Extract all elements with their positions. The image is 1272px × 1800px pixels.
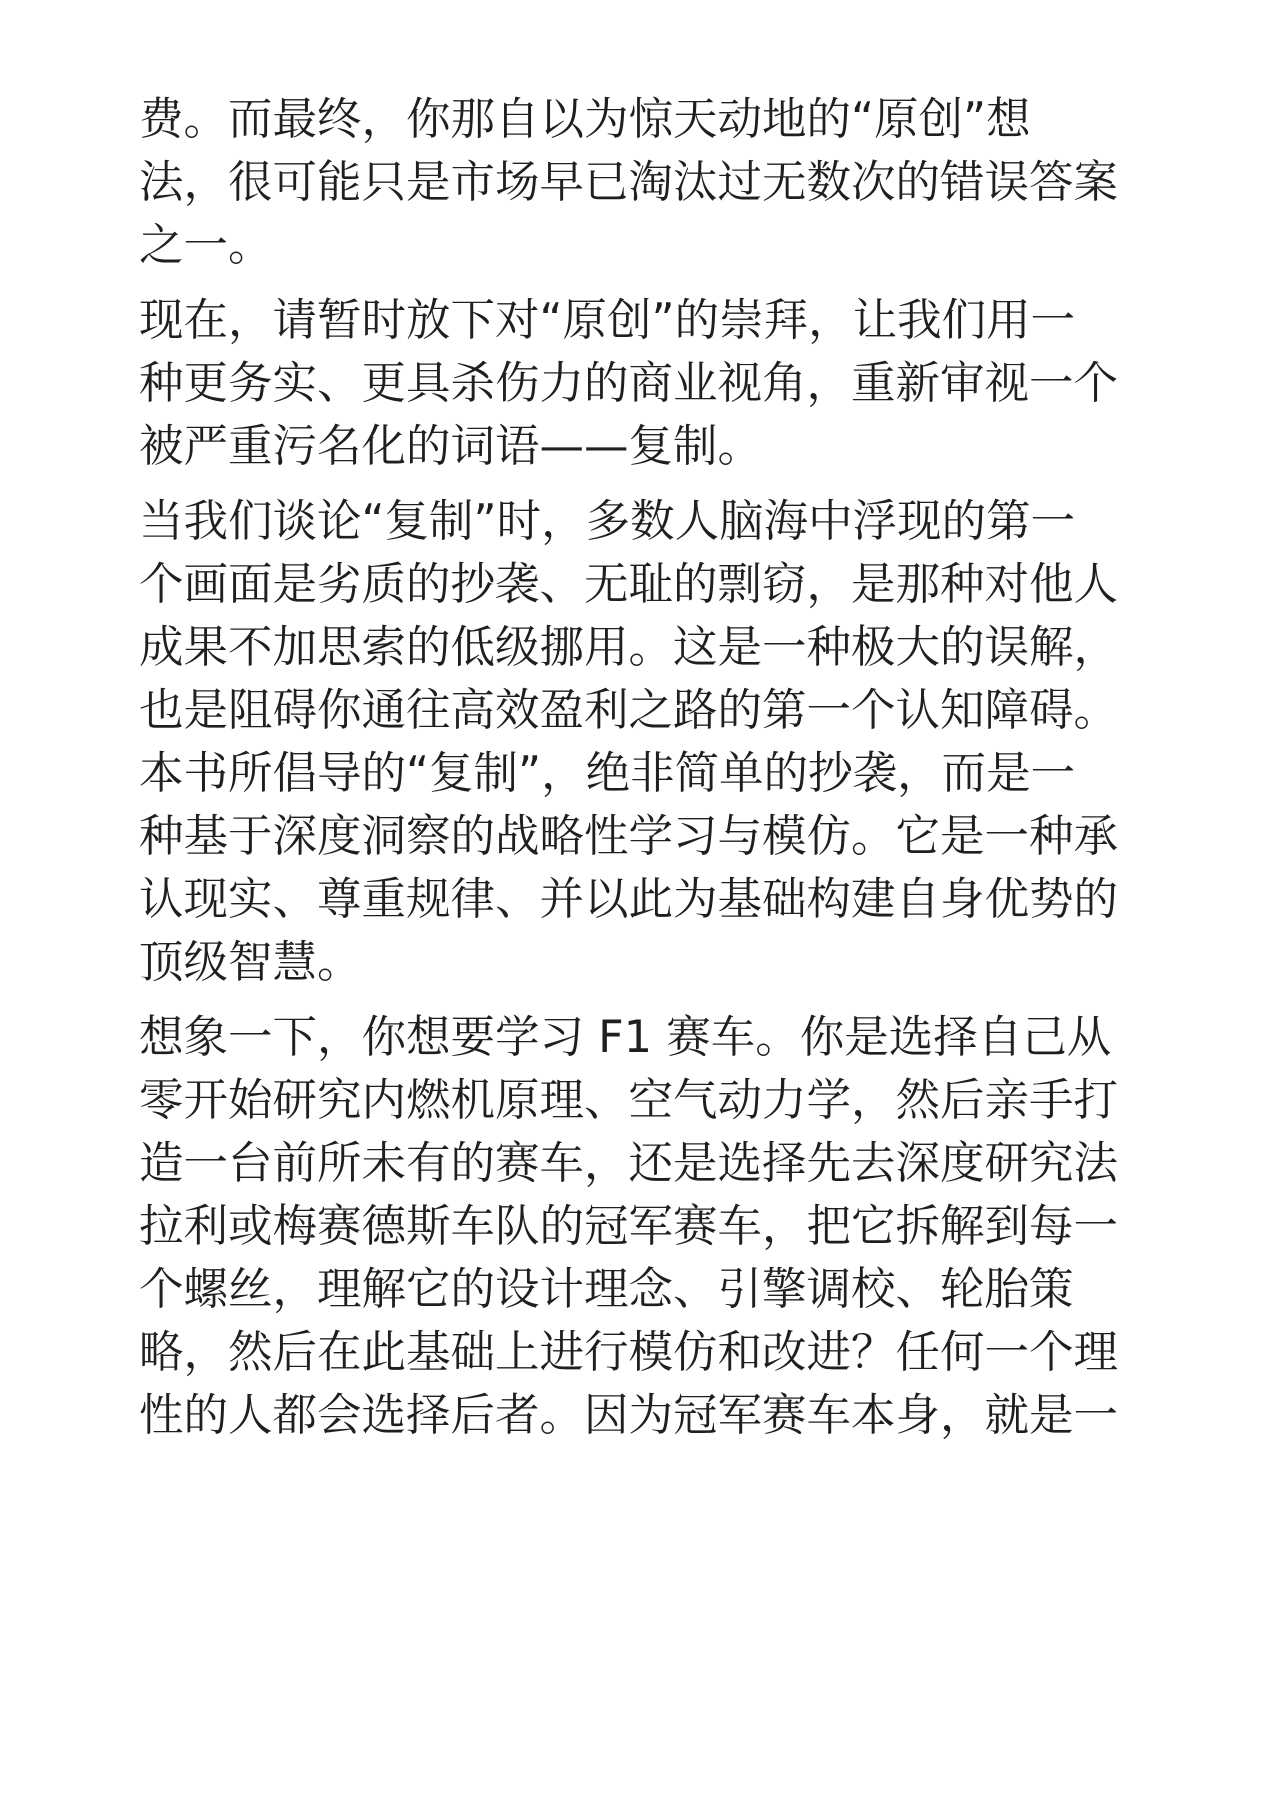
text-line: 费。而最终，你那自以为惊天动地的“原创”想 [139,94,1031,145]
text-line: 零开始研究内燃机原理、空气动力学，然后亲手打 [139,1075,1119,1126]
paragraph-3 [139,490,1139,994]
text-line: 顶级智慧。 [139,937,362,988]
text-line: 造一台前所未有的赛车，还是选择先去深度研究法 [139,1138,1119,1189]
text-line: 拉利或梅赛德斯车队的冠军赛车，把它拆解到每一 [139,1201,1119,1252]
text-line: 个画面是劣质的抄袭、无耻的剽窃，是那种对他人 [139,559,1119,610]
text-line: 性的人都会选择后者。因为冠军赛车本身，就是一 [139,1390,1119,1441]
paragraph-4 [139,1006,1139,1447]
paragraph-2 [139,289,1139,478]
text-line: 种更务实、更具杀伤力的商业视角，重新审视一个 [139,358,1119,409]
text-line: 想象一下，你想要学习 F1 赛车。你是选择自己从 [139,1012,1112,1063]
text-line: 现在，请暂时放下对“原创”的崇拜，让我们用一 [139,295,1076,346]
text-line: 略，然后在此基础上进行模仿和改进？任何一个理 [139,1327,1119,1378]
text-line: 个螺丝，理解它的设计理念、引擎调校、轮胎策 [139,1264,1074,1315]
paragraph-1 [139,88,1139,277]
text-line: 之一。 [139,220,273,271]
text-line: 也是阻碍你通往高效盈利之路的第一个认知障碍。 [139,685,1119,736]
text-line: 本书所倡导的“复制”，绝非简单的抄袭，而是一 [139,748,1076,799]
text-line: 种基于深度洞察的战略性学习与模仿。它是一种承 [139,811,1119,862]
body-text [139,88,1139,1459]
text-line: 法，很可能只是市场早已淘汰过无数次的错误答案 [139,157,1119,208]
text-line: 被严重污名化的词语——复制。 [139,421,763,472]
text-line: 当我们谈论“复制”时，多数人脑海中浮现的第一 [139,496,1076,547]
text-line: 认现实、尊重规律、并以此为基础构建自身优势的 [139,874,1119,925]
text-line: 成果不加思索的低级挪用。这是一种极大的误解， [139,622,1119,673]
